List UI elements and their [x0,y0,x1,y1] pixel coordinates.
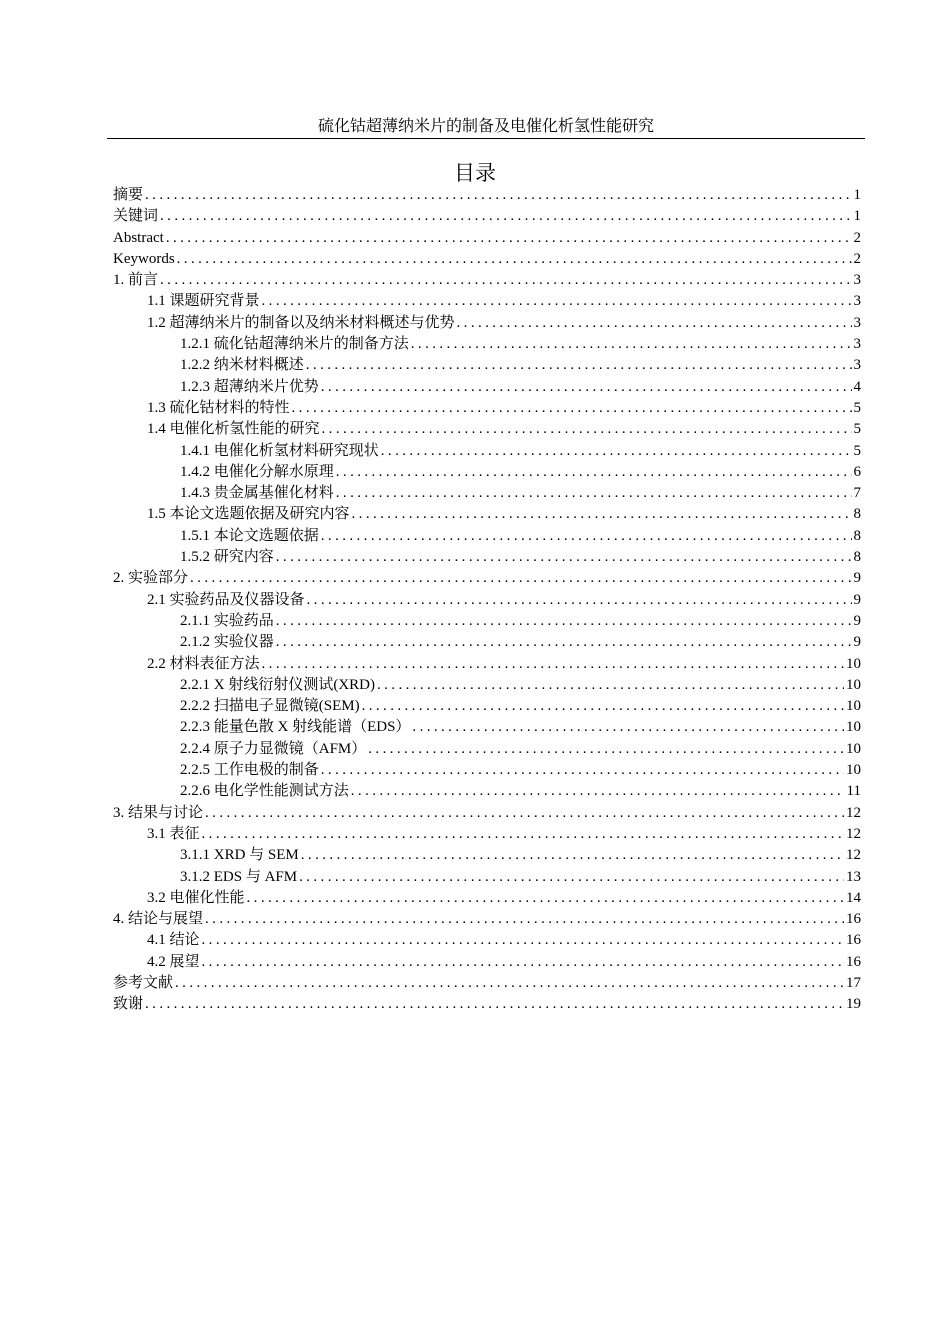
toc-entry-title: 1.4.1 电催化析氢材料研究现状 [180,442,379,459]
toc-entry-title: Keywords [113,250,175,267]
dot-leader [336,483,852,504]
toc-entry-page-number: 11 [846,783,861,800]
dot-leader [145,185,851,206]
toc-entry[interactable] [113,760,861,781]
toc-entry-title: 1. 前言 [113,272,159,289]
running-header-title: 硫化钴超薄纳米片的制备及电催化析氢性能研究 [317,118,654,135]
toc-entry-title: 1.5 本论文选题依据及研究内容 [147,506,350,523]
dot-leader [205,803,844,824]
toc-entry-page-number: 19 [846,996,861,1013]
dot-leader [190,568,851,589]
toc-entry-page-number: 3 [853,336,861,353]
toc-entry-title: 1.2.2 纳米材料概述 [180,357,304,374]
toc-entry-title: 2.2.4 原子力显微镜（AFM） [180,740,367,757]
toc-entry[interactable] [113,611,861,632]
toc-entry[interactable] [113,803,861,824]
toc-entry[interactable] [113,249,861,270]
toc-entry[interactable] [113,228,861,249]
toc-entry-title: 摘要 [113,187,144,203]
toc-entry-page-number: 3 [853,357,861,374]
dot-leader [307,590,852,611]
toc-entry[interactable] [113,291,861,312]
toc-entry-page-number: 2 [853,229,861,246]
toc-entry-title: 1.4.2 电催化分解水原理 [180,463,334,480]
toc-entry[interactable] [113,419,861,440]
dot-leader [202,930,844,951]
toc-entry-page-number: 16 [846,953,861,970]
toc-entry-page-number: 1 [853,208,861,225]
toc-entry-title: 1.4.3 贵金属基催化材料 [180,485,334,502]
dot-leader [202,952,844,973]
dot-leader [276,632,852,653]
toc-entry-title: 关键词 [113,208,159,225]
toc-entry-title: 3.1 表征 [147,825,200,842]
toc-entry[interactable] [113,568,861,589]
toc-entry-title: 1.5.1 本论文选题依据 [180,527,319,544]
toc-entry[interactable] [113,483,861,504]
toc-entry[interactable] [113,441,861,462]
dot-leader [411,334,852,355]
toc-entry-title: 3. 结果与讨论 [113,804,204,821]
dot-leader [321,377,852,398]
dot-leader [322,419,852,440]
toc-entry-page-number: 5 [853,442,861,459]
toc-entry-title: 2. 实验部分 [113,570,189,587]
dot-leader [321,526,852,547]
toc-entry-title: 2.1.1 实验药品 [180,612,274,629]
dot-leader [145,994,844,1015]
running-header [107,116,865,139]
toc-entry[interactable] [113,654,861,675]
toc-entry-title: 2.2.3 能量色散 X 射线能谱（EDS） [180,719,411,736]
toc-title: 目录 [454,161,496,185]
toc-entry-page-number: 12 [846,825,861,842]
dot-leader [299,867,844,888]
dot-leader [377,675,844,696]
toc-entry-title: 2.2.1 X 射线衍射仪测试(XRD) [180,676,375,693]
dot-leader [352,504,852,525]
toc-entry[interactable] [113,717,861,738]
dot-leader [276,547,852,568]
dot-leader [262,654,844,675]
dot-leader [321,760,844,781]
toc-entry-page-number: 10 [846,762,861,779]
toc-entry-page-number: 3 [853,293,861,310]
toc-entry-page-number: 10 [846,655,861,672]
toc-entry[interactable] [113,888,861,909]
toc-entry[interactable] [113,398,861,419]
toc-entry-title: 1.1 课题研究背景 [147,293,260,310]
dot-leader [160,270,851,291]
dot-leader [351,781,845,802]
toc-entry-page-number: 10 [846,740,861,757]
toc-entry[interactable] [113,185,861,206]
toc-entry[interactable] [113,355,861,376]
toc-entry-page-number: 16 [846,911,861,928]
toc-entry-page-number: 5 [853,399,861,416]
dot-leader [336,462,852,483]
toc-entry-title: 3.1.1 XRD 与 SEM [180,847,299,864]
toc-entry-page-number: 9 [853,570,861,587]
toc-entry-title: 4. 结论与展望 [113,911,204,928]
toc-entry-title: 4.1 结论 [147,932,200,949]
toc-entry-title: 2.2.6 电化学性能测试方法 [180,783,349,800]
toc-entry[interactable] [113,270,861,291]
dot-leader [166,228,852,249]
toc-entry-title: 2.1.2 实验仪器 [180,634,274,651]
toc-entry[interactable] [113,973,861,994]
toc-entry-title: 3.2 电催化性能 [147,889,245,906]
toc-entry-page-number: 14 [846,889,861,906]
toc-entry-page-number: 10 [846,676,861,693]
toc-entry-title: 1.4 电催化析氢性能的研究 [147,421,320,438]
toc-entry-page-number: 13 [846,868,861,885]
toc-entry[interactable] [113,547,861,568]
dot-leader [205,909,844,930]
toc-entry-title: 2.1 实验药品及仪器设备 [147,591,305,608]
dot-leader [457,313,852,334]
toc-entry-page-number: 8 [853,527,861,544]
dot-leader [247,888,844,909]
toc-entry-page-number: 17 [846,974,861,991]
toc-entry-title: 致谢 [113,996,144,1013]
toc-entry-title: 4.2 展望 [147,953,200,970]
toc-entry-page-number: 2 [853,250,861,267]
toc-entry-page-number: 3 [853,314,861,331]
toc-entry[interactable] [113,696,861,717]
dot-leader [202,824,844,845]
toc-entry-title: 1.3 硫化钴材料的特性 [147,399,290,416]
toc-entry-page-number: 7 [853,485,861,502]
dot-leader [276,611,852,632]
toc-entry[interactable] [113,845,861,866]
toc-entry-page-number: 6 [853,463,861,480]
toc-entry-page-number: 3 [853,272,861,289]
toc-entry-page-number: 9 [853,612,861,629]
toc-entry-page-number: 4 [853,378,861,395]
toc-entry[interactable] [113,909,861,930]
dot-leader [306,355,852,376]
toc-entry[interactable] [113,781,861,802]
toc-entry-title: 1.2 超薄纳米片的制备以及纳米材料概述与优势 [147,314,455,331]
toc-entry-page-number: 16 [846,932,861,949]
toc-entry-title: 1.2.3 超薄纳米片优势 [180,378,319,395]
toc-entry[interactable] [113,462,861,483]
toc-entry-title: 1.5.2 研究内容 [180,549,274,566]
toc-entry[interactable] [113,994,861,1015]
toc-entry-title: Abstract [113,229,164,246]
toc-entry-title: 2.2.2 扫描电子显微镜(SEM) [180,698,360,715]
dot-leader [175,973,844,994]
toc-entry-title: 3.1.2 EDS 与 AFM [180,868,298,885]
toc-entry-page-number: 12 [846,804,861,821]
dot-leader [177,249,852,270]
toc-entry-page-number: 10 [846,698,861,715]
toc-entry-title: 1.2.1 硫化钴超薄纳米片的制备方法 [180,336,409,353]
toc-entry[interactable] [113,867,861,888]
toc-entry-page-number: 12 [846,847,861,864]
dot-leader [301,845,844,866]
toc-entry[interactable] [113,526,861,547]
dot-leader [262,291,852,312]
dot-leader [381,441,852,462]
toc-entry-page-number: 5 [853,421,861,438]
toc-entry[interactable] [113,739,861,760]
dot-leader [362,696,844,717]
toc-entry[interactable] [113,952,861,973]
dot-leader [412,717,844,738]
table-of-contents [113,185,861,1016]
toc-entry-title: 参考文献 [113,974,174,991]
dot-leader [368,739,844,760]
toc-entry-page-number: 10 [846,719,861,736]
toc-entry-title: 2.2.5 工作电极的制备 [180,762,319,779]
toc-entry-title: 2.2 材料表征方法 [147,655,260,672]
toc-entry[interactable] [113,675,861,696]
toc-entry[interactable] [113,590,861,611]
dot-leader [160,206,851,227]
toc-entry-page-number: 9 [853,634,861,651]
toc-entry[interactable] [113,206,861,227]
dot-leader [292,398,852,419]
toc-entry[interactable] [113,313,861,334]
toc-entry[interactable] [113,632,861,653]
toc-entry[interactable] [113,930,861,951]
toc-entry[interactable] [113,377,861,398]
toc-entry[interactable] [113,504,861,525]
toc-entry[interactable] [113,824,861,845]
toc-entry-page-number: 9 [853,591,861,608]
toc-entry-page-number: 8 [853,506,861,523]
toc-entry-page-number: 8 [853,549,861,566]
toc-entry-page-number: 1 [853,187,861,203]
toc-entry[interactable] [113,334,861,355]
